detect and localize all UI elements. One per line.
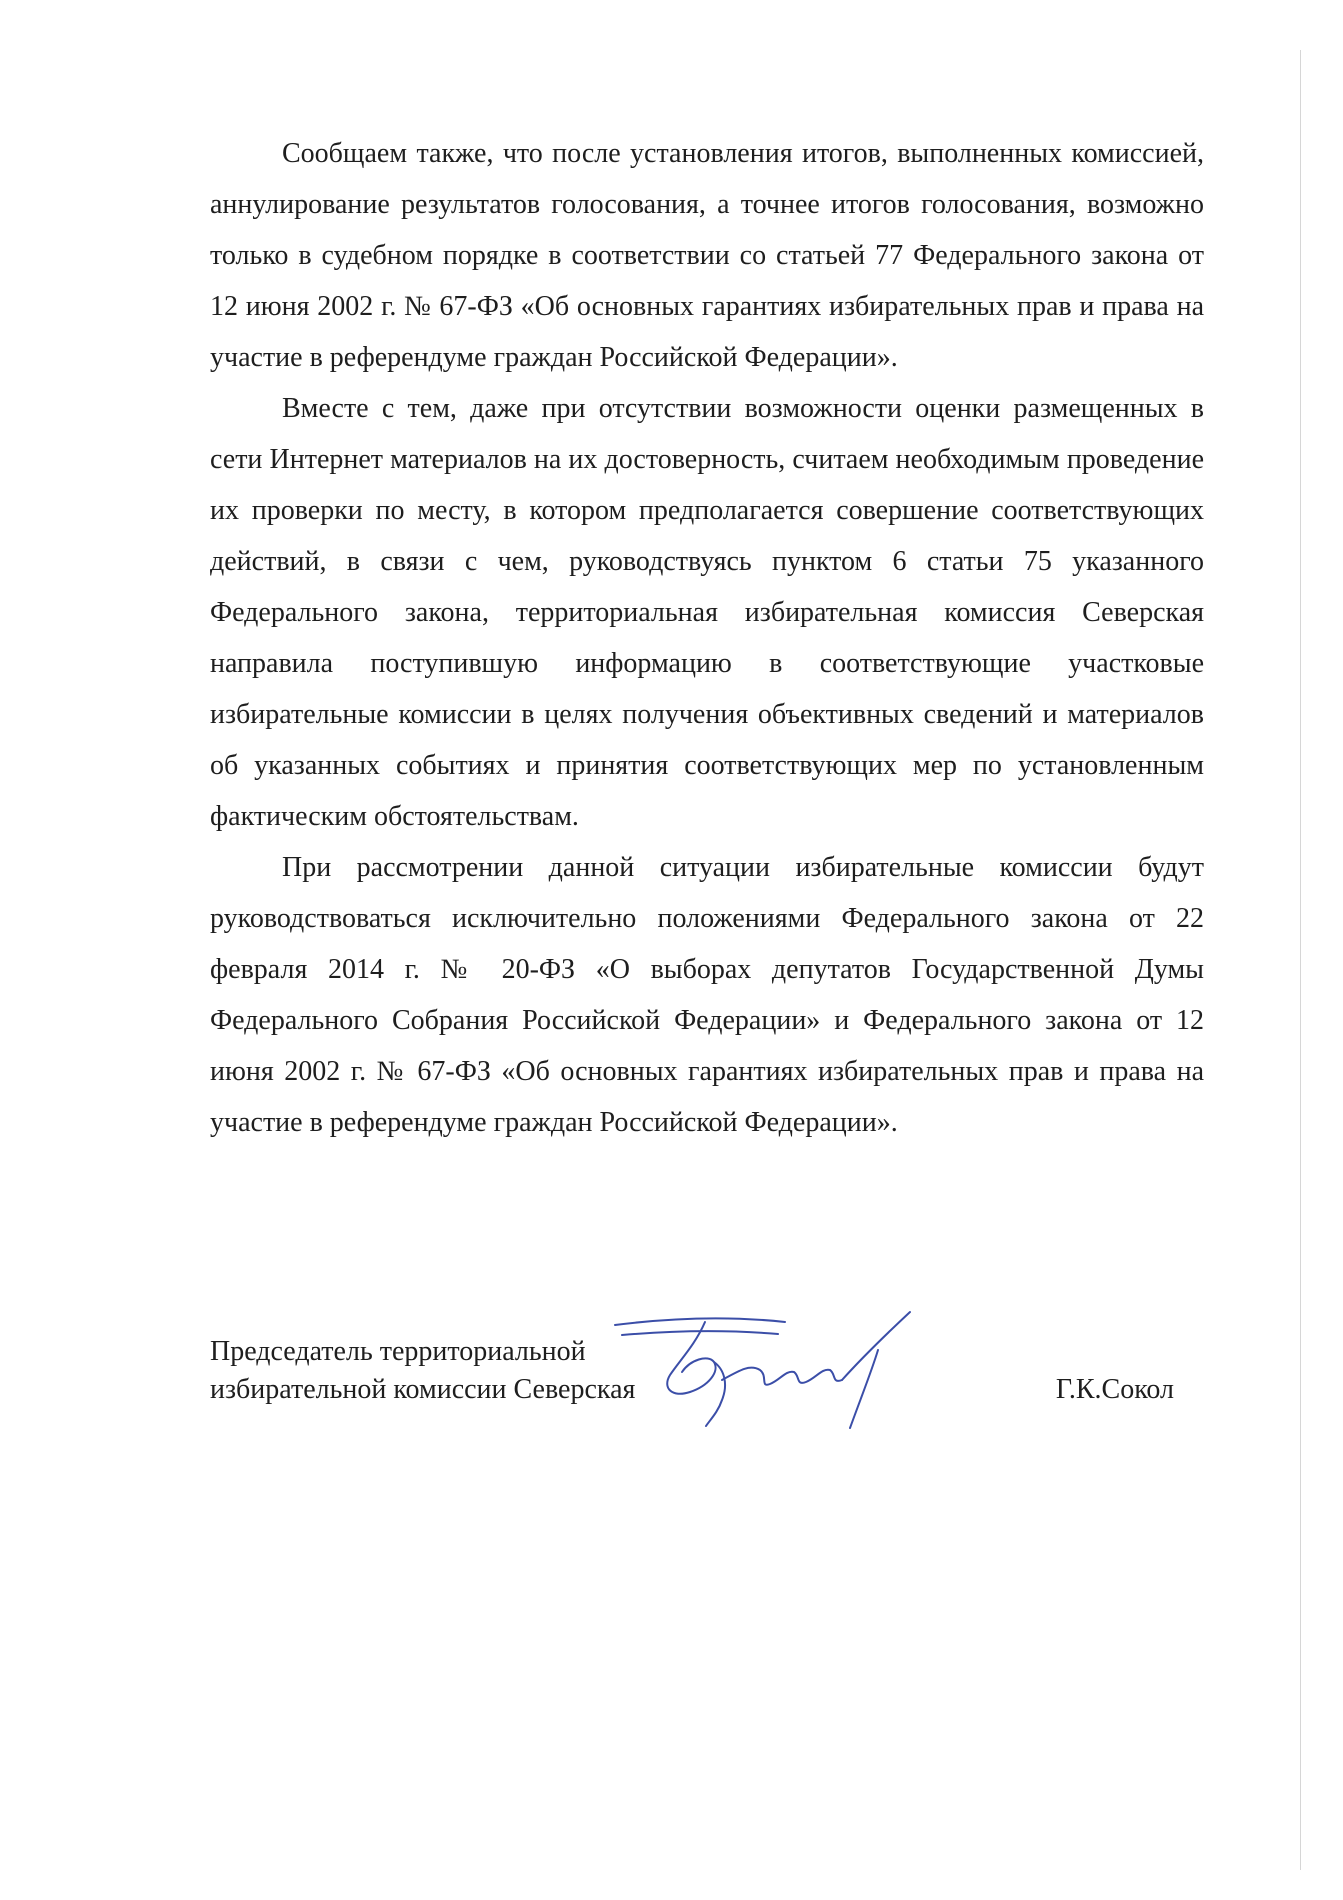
paragraph-annulment: Сообщаем также, что после установления итогов, выполненных комиссией, аннулирование результатов голосования, а точнее итогов голосования, возможно только в судебном порядке в соответствии со статьей 77 Федерального закона от 12 июня 2002 г. № 67-ФЗ «Об основных гарантиях избирательных прав и права на участие в референдуме граждан Российской Федерации». [210, 138, 1204, 373]
letter-body [210, 128, 1204, 1148]
handwritten-signature [610, 1300, 950, 1430]
signatory-name: Г.К.Сокол [1055, 1374, 1174, 1405]
paragraph-verification: Вместе с тем, даже при отсутствии возможности оценки размещенных в сети Интернет материалов на их достоверность, считаем необходимым проведение их проверки по месту, в котором предполагается совершение соответствующих действий, в связи с чем, руководствуясь пунктом 6 статьи 75 указанного Федерального закона, территориальная избирательная комиссия Северская направила поступившую информацию в соответствующие участковые избирательные комиссии в целях получения объективных сведений и материалов об указанных событиях и принятия соответствующих мер по установленным фактическим обстоятельствам. [210, 393, 1204, 832]
paragraph-legal-basis: При рассмотрении данной ситуации избирательные комиссии будут руководствоваться исключительно положениями Федерального закона от 22 февраля 2014 г. № 20-ФЗ «О выборах депутатов Государственной Думы Федерального Собрания Российской Федерации» и Федерального закона от 12 июня 2002 г. № 67-ФЗ «Об основных гарантиях избирательных прав и права на участие в референдуме граждан Российской Федерации». [210, 852, 1204, 1138]
page-edge-line [1300, 50, 1301, 1870]
signatory-title-line-2: избирательной комиссии Северская [210, 1374, 636, 1405]
signatory-title-line-1: Председатель территориальной [210, 1336, 586, 1367]
